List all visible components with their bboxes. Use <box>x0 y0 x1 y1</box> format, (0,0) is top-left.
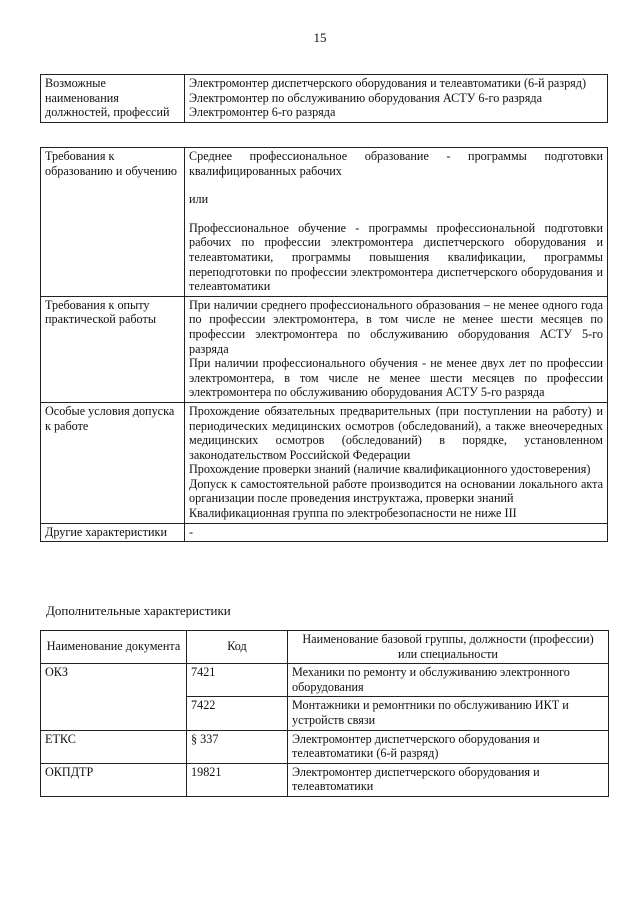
row-code: 19821 <box>187 763 288 796</box>
row-doc: ОКПДТР <box>41 763 187 796</box>
education-text-1: Среднее профессиональное образование - программы подготовки квалифицированных рабочих <box>189 149 603 178</box>
row-name: Электромонтер диспетчерского оборудования и телеавтоматики (6-й разряд) <box>288 730 609 763</box>
row-doc: ОКЗ <box>41 664 187 730</box>
table-row <box>41 730 609 763</box>
other-value: - <box>185 523 608 542</box>
education-row <box>41 148 608 297</box>
name-line: Электромонтер 6-го разряда <box>189 105 336 120</box>
header-code: Код <box>187 631 288 664</box>
possible-names-values <box>185 75 608 123</box>
name-line: Электромонтер диспетчерского оборудования и телеавтоматики (6-й разряд) <box>189 76 587 90</box>
experience-text-1: При наличии среднего профессионального образования – не менее одного года по профессии электромонтера, в том числе не менее шести месяцев по профессии электромонтера по обслуживанию оборудования АСТУ 5-го разряда <box>189 297 603 356</box>
page-number: 15 <box>313 30 327 45</box>
row-code: 7422 <box>187 697 288 730</box>
table-row <box>41 664 609 697</box>
education-text-2: Профессиональное обучение - программы профессиональной подготовки рабочих по профессии электромонтера диспетчерского оборудования и телеавтоматики, программы повышения квалификации, программы переподготовки по профессии электромонтера диспетчерского оборудования и телеавтоматики <box>189 220 603 294</box>
admission-text-4: Квалификационная группа по электробезопасности не ниже III <box>189 506 517 521</box>
experience-label: Требования к опыту практической работы <box>41 296 185 402</box>
row-code: § 337 <box>187 730 288 763</box>
row-name: Механики по ремонту и обслуживанию электронного оборудования <box>288 664 609 697</box>
header-row <box>41 631 609 664</box>
experience-row <box>41 296 608 402</box>
possible-names-row <box>41 75 608 123</box>
admission-text-2: Прохождение проверки знаний (наличие квалификационного удостоверения) <box>189 462 591 477</box>
possible-names-label: Возможные наименования должностей, профессий <box>41 75 185 123</box>
other-row <box>41 523 608 542</box>
header-doc: Наименование документа <box>41 631 187 664</box>
experience-value <box>185 296 608 402</box>
admission-text-1: Прохождение обязательных предварительных (при поступлении на работу) и периодических медицинских осмотров (обследований), а также внеочередных медицинских осмотров (обследований) в порядке, установленном законодательством Российской Федерации <box>189 403 603 462</box>
additional-table <box>40 630 609 797</box>
possible-names-table <box>40 74 608 123</box>
education-value <box>185 148 608 297</box>
admission-row <box>41 402 608 523</box>
education-or: или <box>189 192 209 207</box>
header-name: Наименование базовой группы, должности (профессии) или специальности <box>288 631 609 664</box>
other-label: Другие характеристики <box>41 523 185 542</box>
admission-text-3: Допуск к самостоятельной работе производится на основании локального акта организации после проведения инструктажа, проверки знаний <box>189 476 603 506</box>
table-row <box>41 763 609 796</box>
row-name: Монтажники и ремонтники по обслуживанию ИКТ и устройств связи <box>288 697 609 730</box>
admission-label: Особые условия допуска к работе <box>41 402 185 523</box>
row-code: 7421 <box>187 664 288 697</box>
experience-text-2: При наличии профессионального обучения - не менее двух лет по профессии электромонтера, в том числе не менее шести месяцев по профессии электромонтера по обслуживанию оборудования АСТУ 5-го разряда <box>189 356 603 400</box>
education-label: Требования к образованию и обучению <box>41 148 185 297</box>
admission-value <box>185 402 608 523</box>
requirements-table <box>40 147 608 542</box>
row-name: Электромонтер диспетчерского оборудования и телеавтоматики <box>288 763 609 796</box>
row-doc: ЕТКС <box>41 730 187 763</box>
name-line: Электромонтер по обслуживанию оборудования АСТУ 6-го разряда <box>189 90 542 105</box>
additional-title: Дополнительные характеристики <box>46 603 231 618</box>
